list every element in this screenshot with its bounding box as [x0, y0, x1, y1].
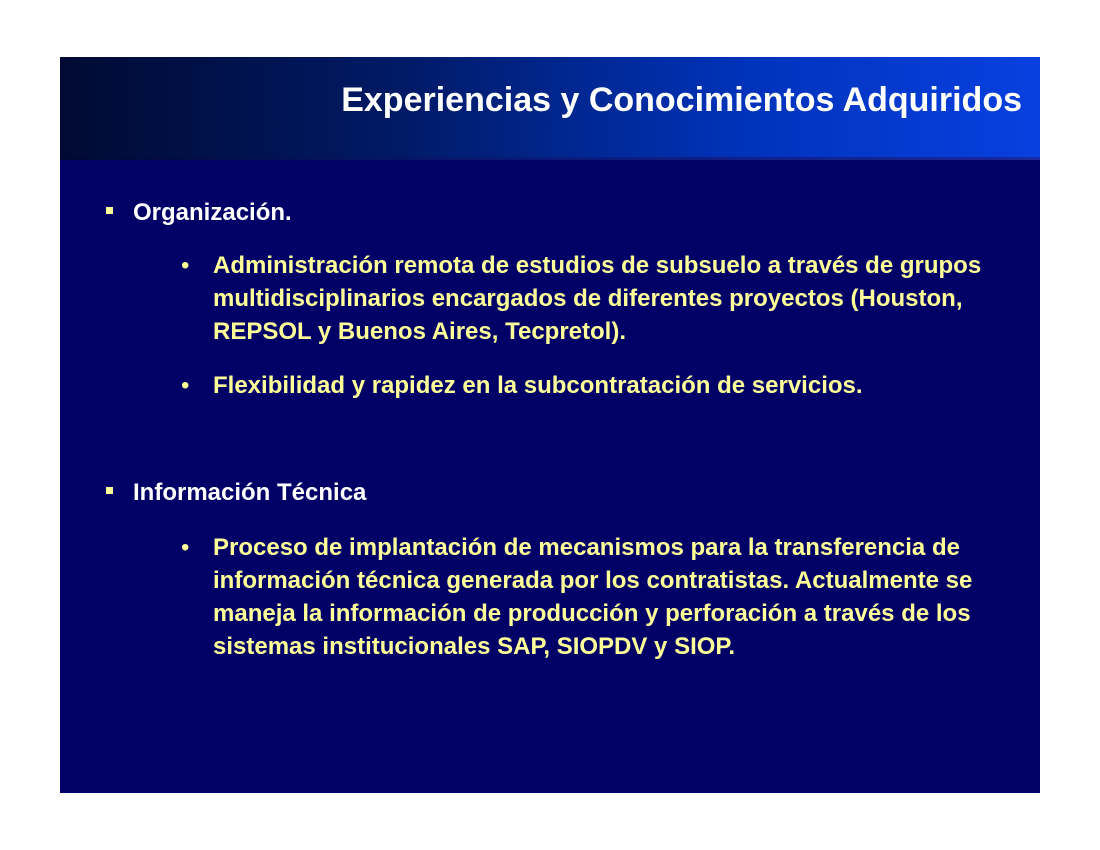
dot-bullet-icon: •: [181, 534, 190, 561]
title-divider: [60, 157, 1040, 160]
square-bullet-icon: [106, 487, 113, 494]
section-organizacion: [60, 197, 1040, 402]
list-item-text: Flexibilidad y rapidez en la subcontratación de servicios.: [213, 372, 863, 399]
list-item: [181, 531, 993, 663]
section-informacion-tecnica: [60, 477, 1040, 663]
section-heading-row: [60, 477, 1040, 509]
list-item-text: Proceso de implantación de mecanismos para la transferencia de información técnica generada por los contratistas. Actualmente se maneja la información de producción y perforación a través de los sistemas institucionales SAP, SIOPDV y SIOP.: [213, 534, 973, 660]
dot-bullet-icon: •: [181, 252, 190, 279]
section-heading: Información Técnica: [133, 479, 367, 506]
list-item: [181, 249, 993, 348]
section-heading: Organización.: [133, 199, 292, 226]
list-item: [181, 369, 993, 402]
section-heading-row: [60, 197, 1040, 229]
square-bullet-icon: [106, 207, 113, 214]
slide: [60, 57, 1040, 793]
title-bar: [60, 57, 1040, 157]
slide-title: Experiencias y Conocimientos Adquiridos: [341, 81, 1022, 119]
list-item-text: Administración remota de estudios de subsuelo a través de grupos multidisciplinarios encargados de diferentes proyectos (Houston, REPSOL y Buenos Aires, Tecpretol).: [213, 252, 982, 345]
dot-bullet-icon: •: [181, 372, 190, 399]
